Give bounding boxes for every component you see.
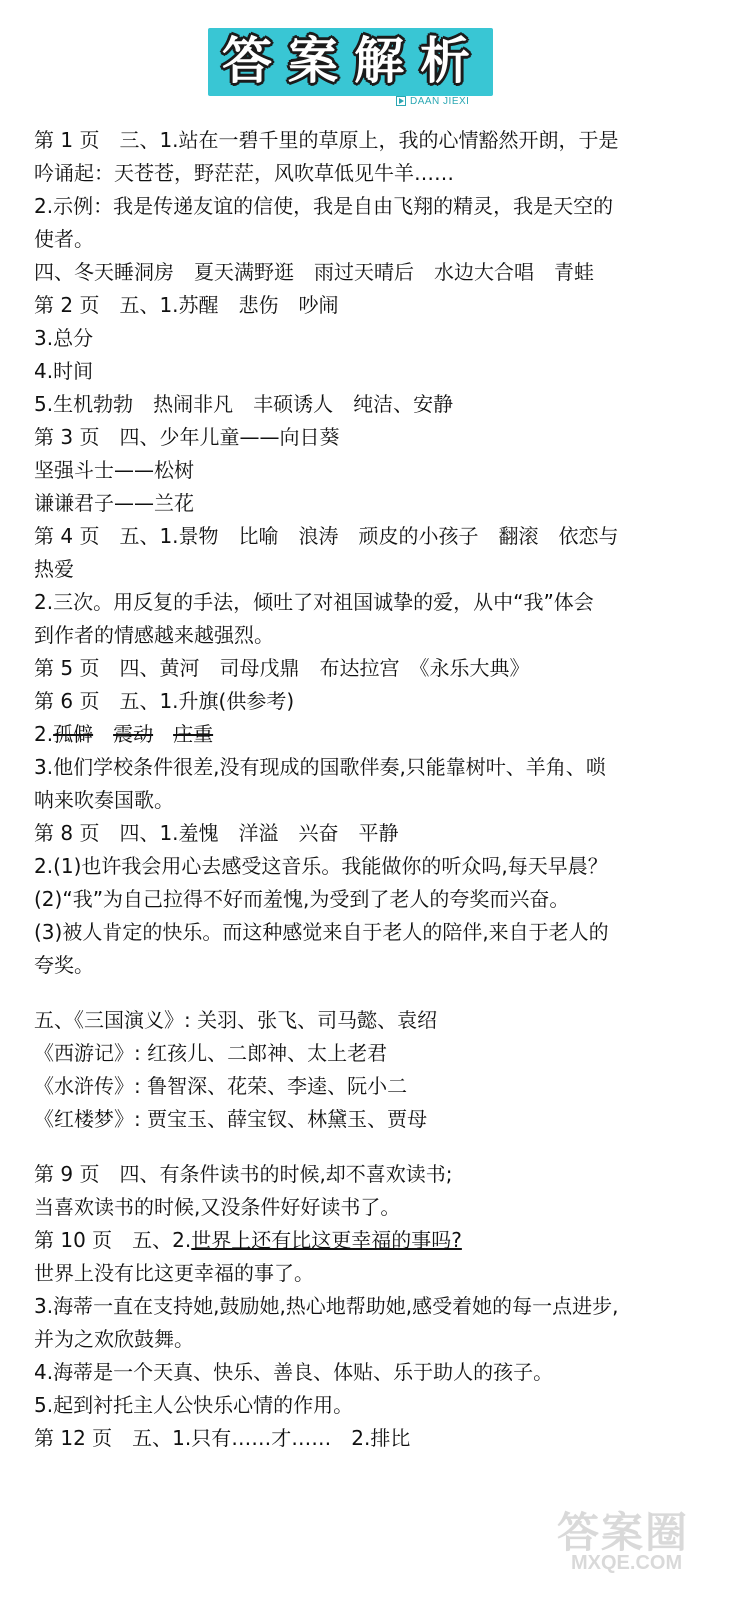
text-line: 5.起到衬托主人公快乐心情的作用。 <box>34 1393 354 1417</box>
text-line: 谦谦君子——兰花 <box>34 491 194 515</box>
text-line: 《水浒传》: 鲁智深、花荣、李逵、阮小二 <box>34 1074 408 1098</box>
text-line: 《红楼梦》: 贾宝玉、薛宝钗、林黛玉、贾母 <box>34 1107 428 1131</box>
text-line: 并为之欢欣鼓舞。 <box>34 1327 194 1351</box>
underlined-sentence: 世界上还有比这更幸福的事吗? <box>191 1228 462 1252</box>
text-line: 《西游记》: 红孩儿、二郎神、太上老君 <box>34 1041 388 1065</box>
text-line: 第 12 页 五、1.只有……才…… 2.排比 <box>34 1426 411 1450</box>
text-line: 第 3 页 四、少年儿童——向日葵 <box>34 425 340 449</box>
text-line: 第 5 页 四、黄河 司母戊鼎 布达拉宫 《永乐大典》 <box>34 656 530 680</box>
text-line: 3.他们学校条件很差,没有现成的国歌伴奏,只能靠树叶、羊角、唢 <box>34 755 606 779</box>
text-line: 4.时间 <box>34 359 94 383</box>
text-line: 夸奖。 <box>34 953 94 977</box>
watermark-logo: 答案圈 <box>557 1508 690 1557</box>
text-line: (2)“我”为自己拉得不好而羞愧,为受到了老人的夸奖而兴奋。 <box>34 887 570 911</box>
text-line: 5.生机勃勃 热闹非凡 丰硕诱人 纯洁、安静 <box>34 392 454 416</box>
play-icon <box>396 96 406 106</box>
line-prefix: 第 10 页 五、2. <box>34 1228 192 1252</box>
text-line: 第 9 页 四、有条件读书的时候,却不喜欢读书; <box>34 1162 453 1186</box>
text-line: 2.示例：我是传递友谊的信使，我是自由飞翔的精灵，我是天空的 <box>34 194 614 218</box>
text-line: 五、《三国演义》: 关羽、张飞、司马懿、袁绍 <box>34 1008 438 1032</box>
text-line: 坚强斗士——松树 <box>34 458 194 482</box>
text-line: 2.三次。用反复的手法，倾吐了对祖国诚挚的爱，从中“我”体会 <box>34 590 594 614</box>
text-line: 世界上没有比这更幸福的事了。 <box>34 1261 314 1285</box>
text-line: 第 4 页 五、1.景物 比喻 浪涛 顽皮的小孩子 翻滚 依恋与 <box>34 524 619 548</box>
text-line: 当喜欢读书的时候,又没条件好好读书了。 <box>34 1195 401 1219</box>
watermark <box>557 1500 717 1580</box>
text-line: 3.总分 <box>34 326 94 350</box>
struck-word: 震动 <box>113 722 154 746</box>
title-char-3: 解 <box>354 32 404 90</box>
title-char-4: 析 <box>420 32 470 90</box>
text-line: 3.海蒂一直在支持她,鼓励她,热心地帮助她,感受着她的每一点进步, <box>34 1294 619 1318</box>
text-line: 四、冬天睡洞房 夏天满野逛 雨过天晴后 水边大合唱 青蛙 <box>34 260 594 284</box>
text-line: 吟诵起：天苍苍，野茫茫，风吹草低见牛羊…… <box>34 161 454 185</box>
subtitle-row <box>396 94 469 108</box>
text-line: 到作者的情感越来越强烈。 <box>34 623 274 647</box>
answer-content <box>34 124 684 1455</box>
subtitle: DAAN JIEXI <box>410 95 470 107</box>
title-char-1: 答 <box>222 32 272 90</box>
text-line: 热爱 <box>34 557 74 581</box>
text-line: 2.(1)也许我会用心去感受这音乐。我能做你的听众吗,每天早晨？ <box>34 854 608 878</box>
text-line: (3)被人肯定的快乐。而这种感觉来自于老人的陪伴,来自于老人的 <box>34 920 609 944</box>
text-line: 第 8 页 四、1.羞愧 洋溢 兴奋 平静 <box>34 821 399 845</box>
spacer <box>34 1136 684 1158</box>
text-line-underlined <box>34 1224 684 1257</box>
text-line: 第 6 页 五、1.升旗(供参考) <box>34 689 295 713</box>
title-char-2: 案 <box>288 32 338 90</box>
text-line: 第 1 页 三、1.站在一碧千里的草原上，我的心情豁然开朗，于是 <box>34 128 619 152</box>
text-line: 4.海蒂是一个天真、快乐、善良、体贴、乐于助人的孩子。 <box>34 1360 554 1384</box>
text-line-strikethrough <box>34 718 684 751</box>
text-line: 使者。 <box>34 227 94 251</box>
text-line: 呐来吹奏国歌。 <box>34 788 174 812</box>
struck-word: 庄重 <box>173 722 214 746</box>
text-line: 第 2 页 五、1.苏醒 悲伤 吵闹 <box>34 293 339 317</box>
struck-word: 孤僻 <box>53 722 94 746</box>
spacer <box>34 982 684 1004</box>
item-number: 2. <box>34 722 54 746</box>
watermark-url: MXQE.COM <box>571 1552 683 1574</box>
header-logo <box>208 28 493 108</box>
